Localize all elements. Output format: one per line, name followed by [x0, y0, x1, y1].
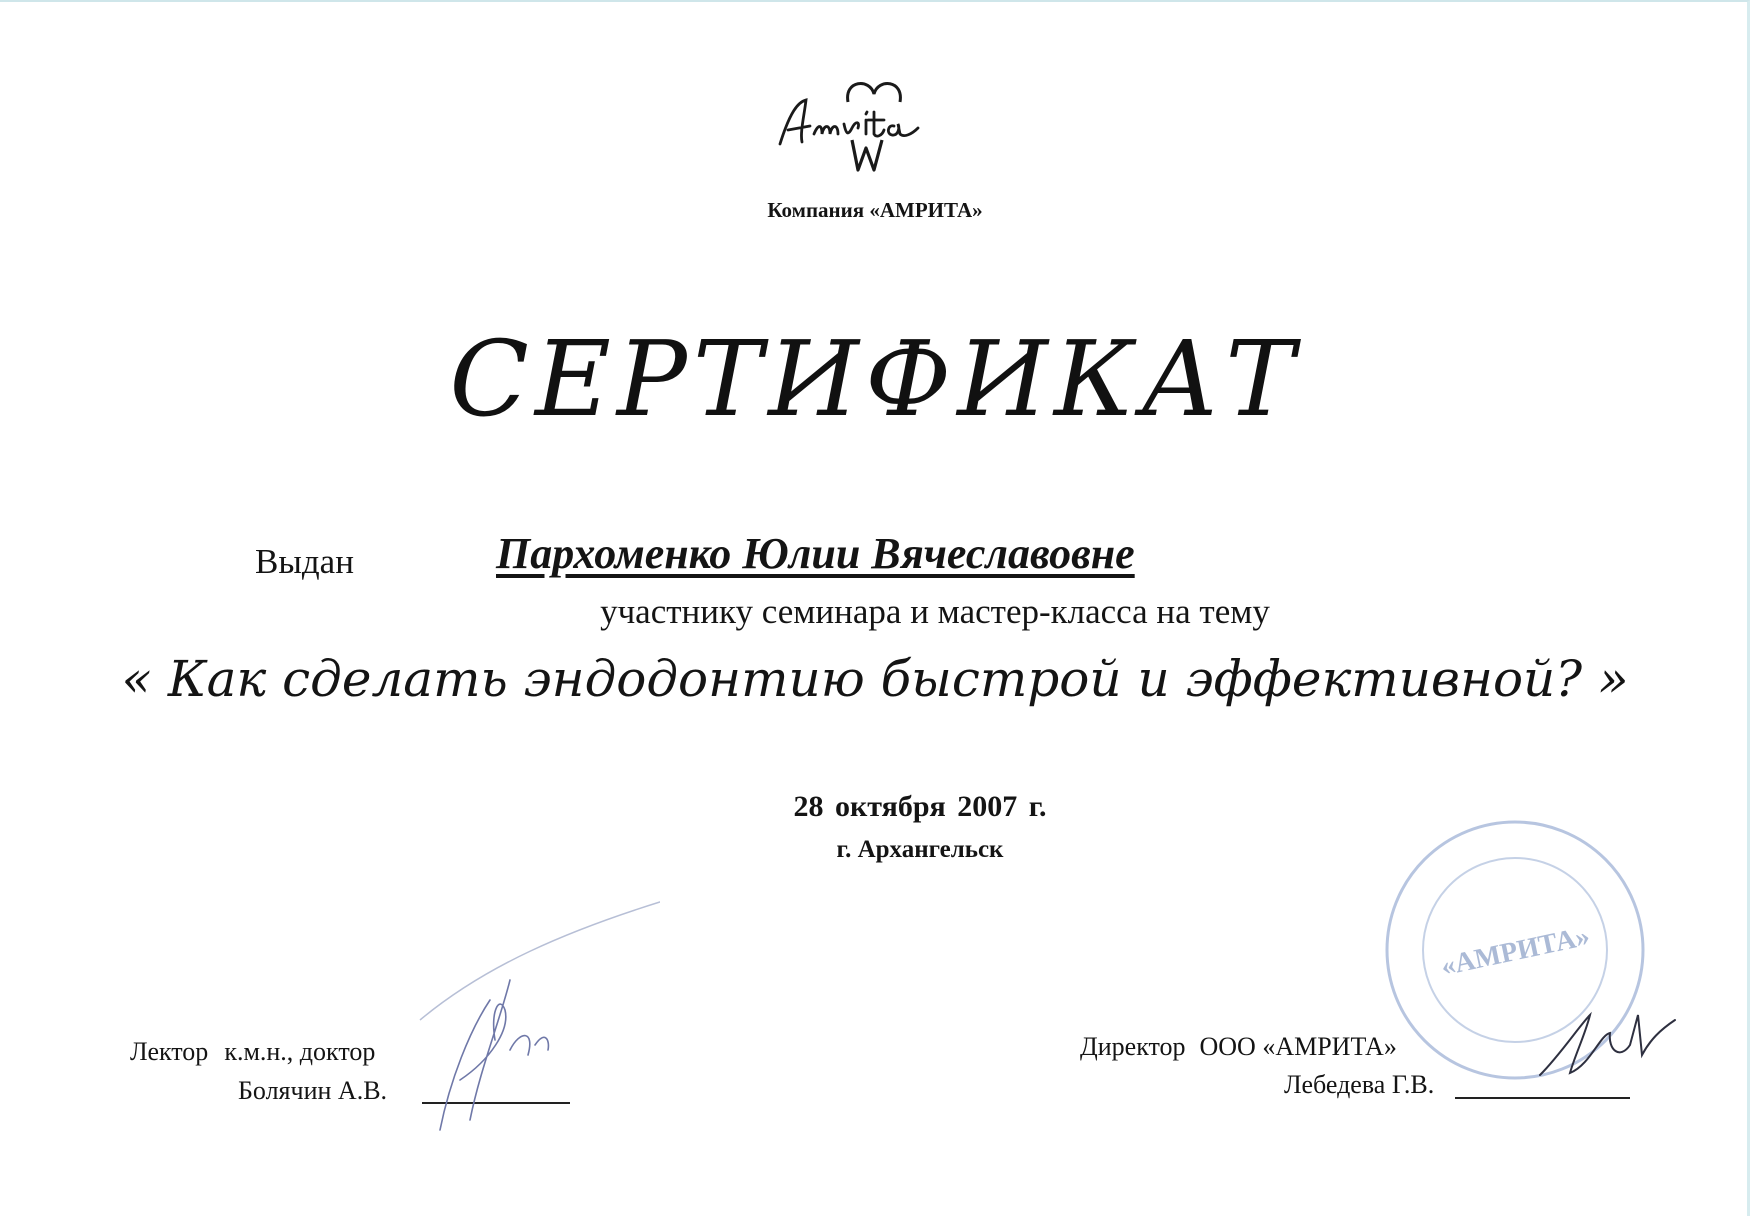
participant-line: участнику семинара и мастер-класса на тему — [600, 592, 1270, 631]
director-signature-line — [1455, 1097, 1630, 1099]
amrita-logo — [770, 72, 970, 182]
director-role: Директор — [1080, 1032, 1186, 1061]
lector-title — [130, 1037, 375, 1067]
issued-label: Выдан — [255, 542, 354, 581]
lector-role: Лектор — [130, 1037, 209, 1066]
seminar-topic: « Как сделать эндодонтию быстрой и эффективной? » — [121, 650, 1629, 708]
director-name: Лебедева Г.В. — [1284, 1070, 1435, 1099]
lector-handwritten-signature — [400, 880, 660, 1140]
issue-date: 28 октября 2007 г. — [793, 790, 1047, 823]
issue-city: г. Архангельск — [836, 836, 1004, 863]
director-org: ООО «АМРИТА» — [1199, 1032, 1397, 1061]
lector-degree: к.м.н., доктор — [224, 1037, 376, 1066]
director-title — [1080, 1032, 1397, 1062]
lector-name: Болячин А.В. — [238, 1076, 388, 1105]
stamp-text: «АМРИТА» — [1438, 920, 1593, 983]
recipient-name: Пархоменко Юлии Вячеславовне — [496, 529, 1135, 578]
company-name: Компания «АМРИТА» — [767, 198, 983, 222]
certificate-title: СЕРТИФИКАТ — [449, 318, 1301, 440]
director-handwritten-signature — [1530, 995, 1680, 1095]
